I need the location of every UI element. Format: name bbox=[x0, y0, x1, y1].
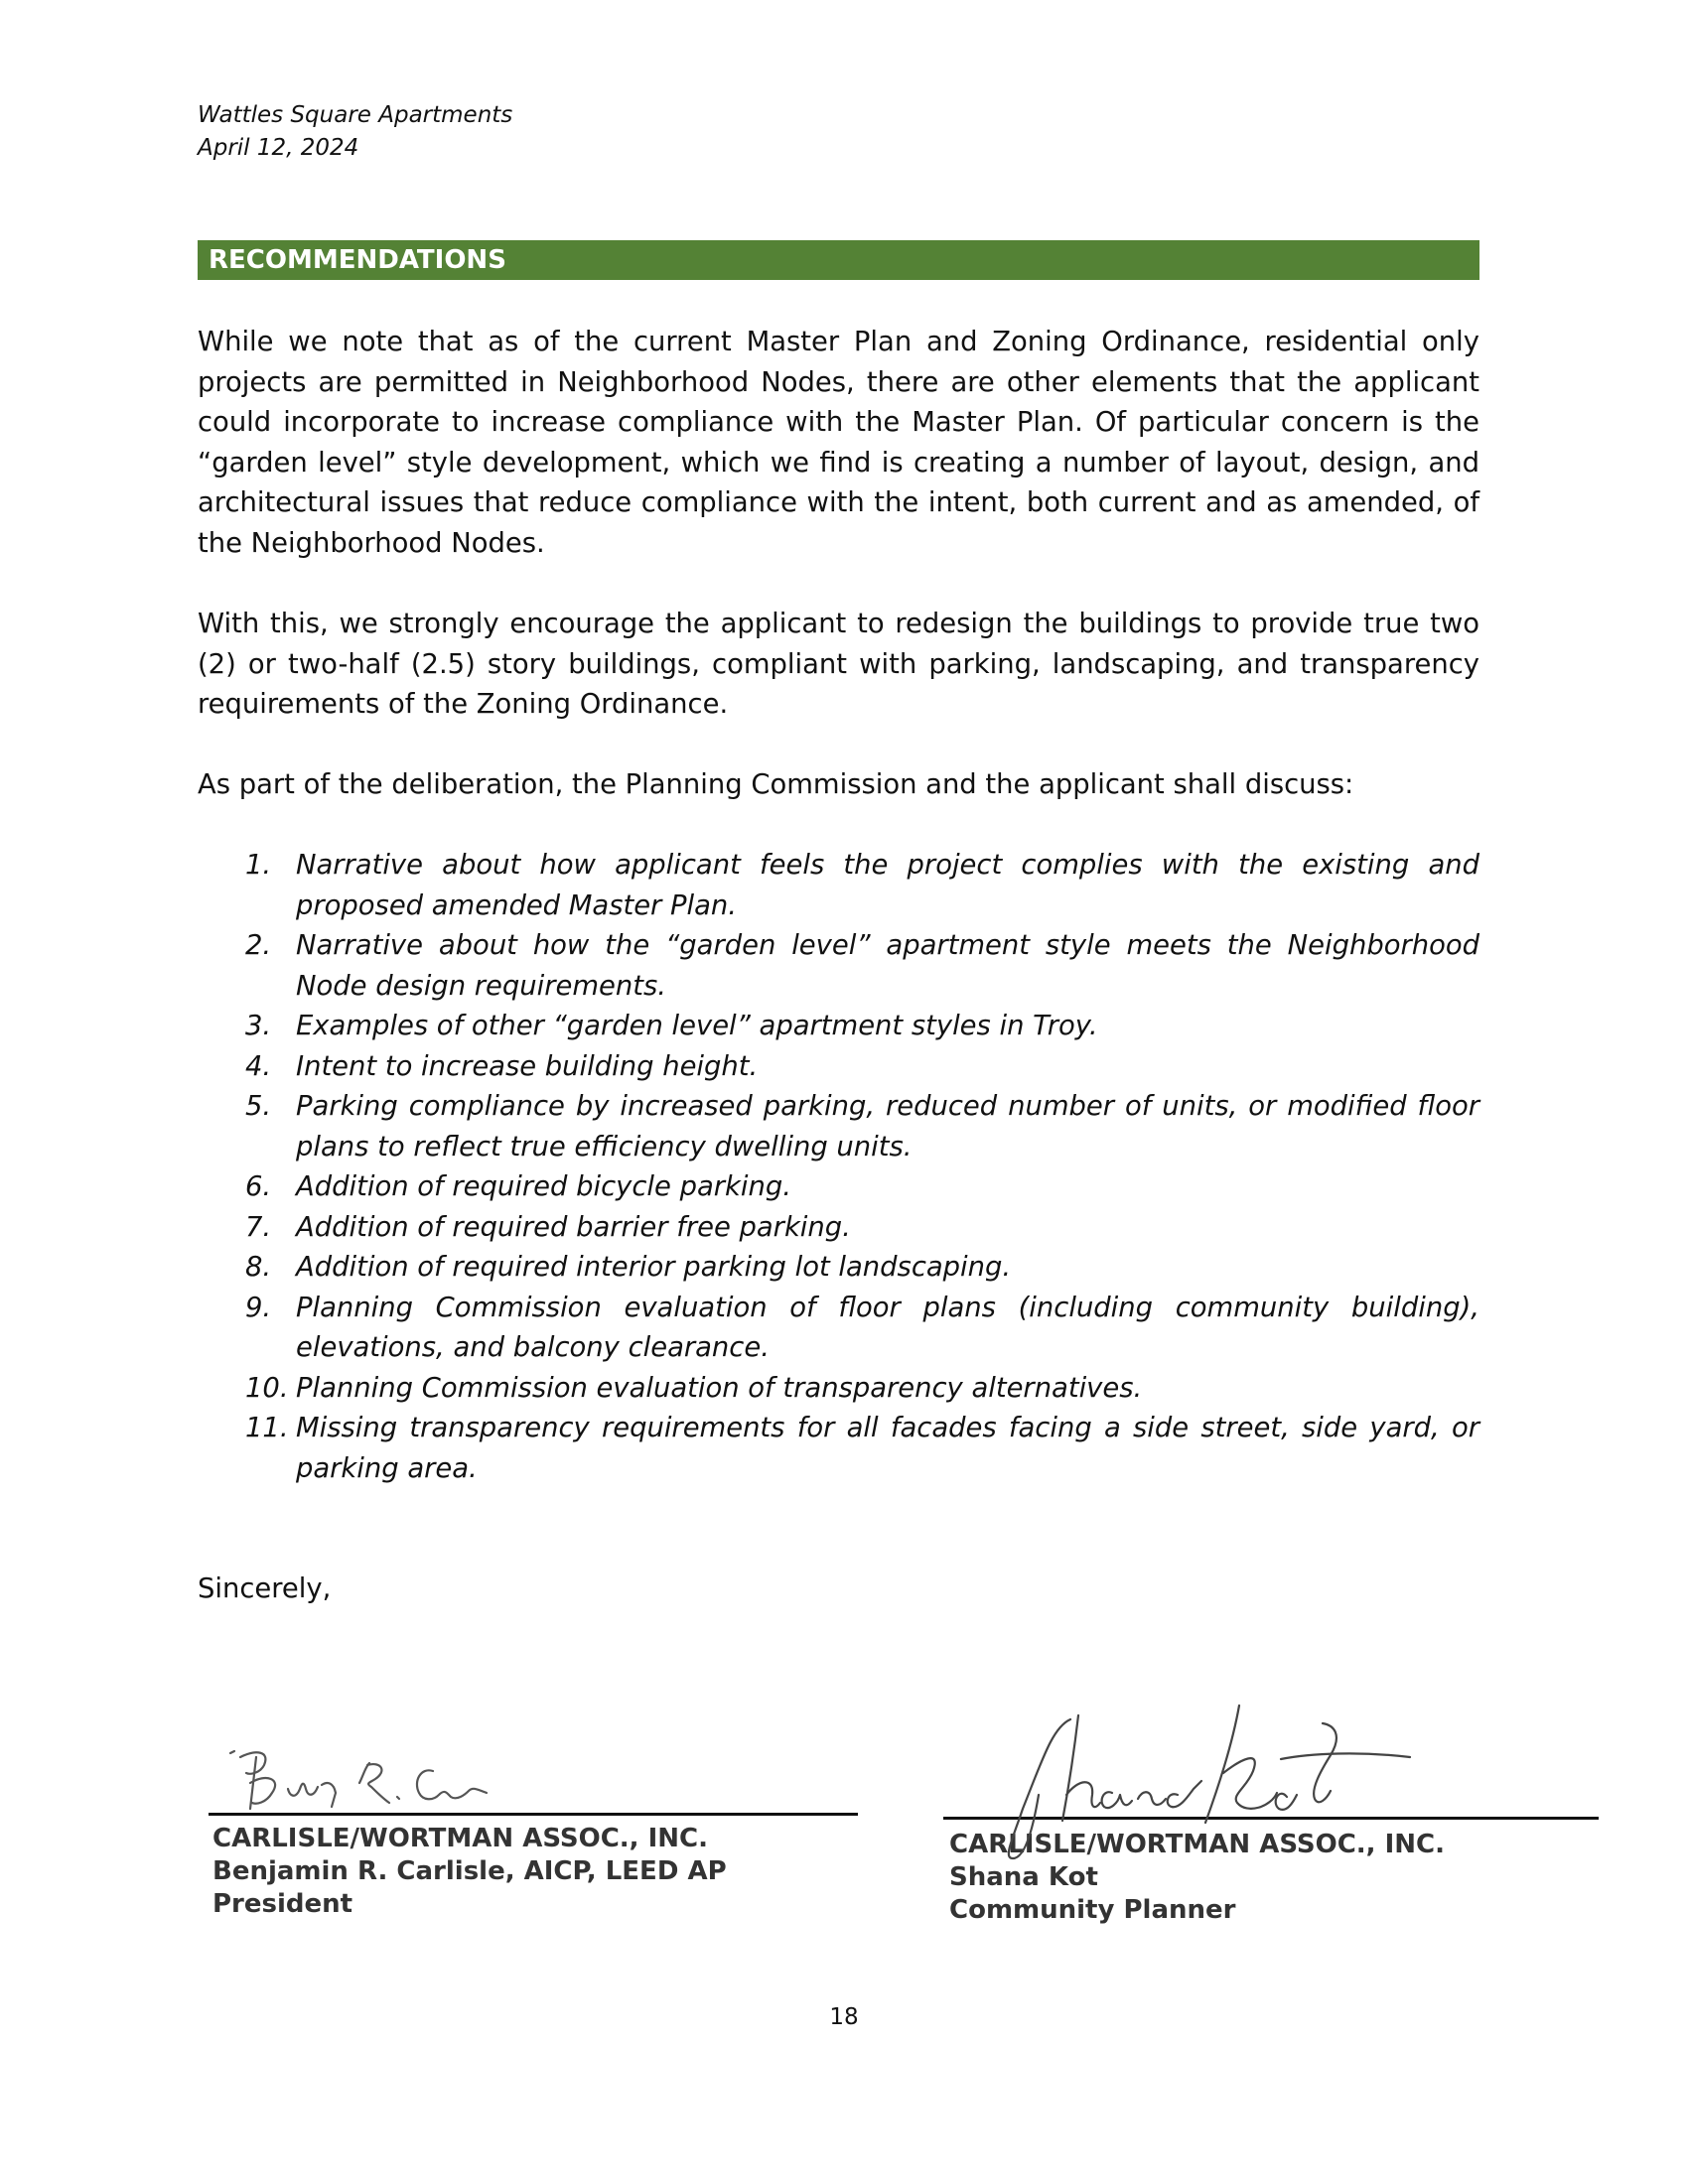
list-number: 8. bbox=[245, 1252, 272, 1283]
list-number: 1. bbox=[245, 850, 272, 881]
list-text: Intent to increase building height. bbox=[296, 1050, 759, 1082]
list-number: 4. bbox=[245, 1050, 272, 1082]
list-text: Narrative about how applicant feels the project complies with the existing and proposed amended Master Plan. bbox=[296, 850, 1479, 921]
paragraph-encouragement: With this, we strongly encourage the applicant to redesign the buildings to provide true two (2) or two-half (2.5) story buildings, compliant with parking, landscaping, and transparency requirements of the Zoning Ordinance. bbox=[198, 609, 1479, 720]
section-heading: RECOMMENDATIONS bbox=[198, 240, 1479, 280]
paragraph-discussion-lead: As part of the deliberation, the Planning Commission and the applicant shall discuss: bbox=[198, 769, 1354, 800]
recommendation-list bbox=[198, 846, 1479, 1489]
signature-name: Benjamin R. Carlisle, AICP, LEED AP bbox=[212, 1856, 727, 1886]
document-header bbox=[198, 99, 512, 165]
signature-left-image bbox=[226, 1727, 564, 1817]
signature-name: Shana Kot bbox=[949, 1862, 1098, 1892]
list-text: Planning Commission evaluation of floor plans (including community building), elevations, and balcony clearance. bbox=[296, 1292, 1479, 1363]
list-text: Parking compliance by increased parking, reduced number of units, or modified floor plans to reflect true efficiency dwelling units. bbox=[296, 1091, 1479, 1162]
list-text: Addition of required bicycle parking. bbox=[296, 1171, 791, 1202]
list-item bbox=[198, 1208, 1479, 1249]
list-item bbox=[198, 1167, 1479, 1208]
list-text: Examples of other “garden level” apartment styles in Troy. bbox=[296, 1011, 1098, 1041]
page-number: 18 bbox=[829, 2004, 859, 2030]
list-item bbox=[198, 926, 1479, 1007]
signature-firm: CARLISLE/WORTMAN ASSOC., INC. bbox=[212, 1824, 708, 1853]
list-text: Addition of required barrier free parking. bbox=[296, 1211, 851, 1243]
document-date: April 12, 2024 bbox=[198, 135, 359, 161]
list-number: 6. bbox=[245, 1171, 272, 1202]
list-text: Narrative about how the “garden level” apartment style meets the Neighborhood Node design requirements. bbox=[296, 930, 1479, 1002]
list-item bbox=[198, 846, 1479, 926]
closing-salutation: Sincerely, bbox=[198, 1573, 332, 1604]
list-item bbox=[198, 1369, 1479, 1410]
paragraph-intro: While we note that as of the current Master Plan and Zoning Ordinance, residential only projects are permitted in Neighborhood Nodes, there are other elements that the applicant could incorporate to increase compliance with the Master Plan. Of particular concern is the “garden level” style development, which we find is creating a number of layout, design, and architectural issues that reduce compliance with the intent, both current and as amended, of the Neighborhood Nodes. bbox=[198, 327, 1479, 559]
list-text: Planning Commission evaluation of transparency alternatives. bbox=[296, 1372, 1143, 1404]
list-item bbox=[198, 1007, 1479, 1047]
list-item bbox=[198, 1087, 1479, 1167]
project-name: Wattles Square Apartments bbox=[198, 102, 513, 128]
signature-right-image bbox=[983, 1700, 1440, 1878]
signature-line-left bbox=[209, 1813, 858, 1816]
list-number: 10. bbox=[245, 1372, 289, 1404]
list-number: 2. bbox=[245, 930, 272, 961]
list-item bbox=[198, 1047, 1479, 1088]
signature-block-left bbox=[212, 1823, 727, 1921]
list-text: Addition of required interior parking lot landscaping. bbox=[296, 1252, 1012, 1283]
list-number: 5. bbox=[245, 1091, 272, 1122]
list-number: 9. bbox=[245, 1292, 272, 1323]
list-number: 7. bbox=[245, 1211, 272, 1243]
signature-title: President bbox=[212, 1889, 353, 1919]
list-item bbox=[198, 1248, 1479, 1289]
list-number: 3. bbox=[245, 1011, 272, 1041]
list-text: Missing transparency requirements for all facades facing a side street, side yard, or parking area. bbox=[296, 1413, 1479, 1484]
list-number: 11. bbox=[245, 1413, 289, 1443]
list-item bbox=[198, 1409, 1479, 1489]
signature-title: Community Planner bbox=[949, 1895, 1236, 1925]
list-item bbox=[198, 1289, 1479, 1369]
signature-firm: CARLISLE/WORTMAN ASSOC., INC. bbox=[949, 1830, 1445, 1859]
